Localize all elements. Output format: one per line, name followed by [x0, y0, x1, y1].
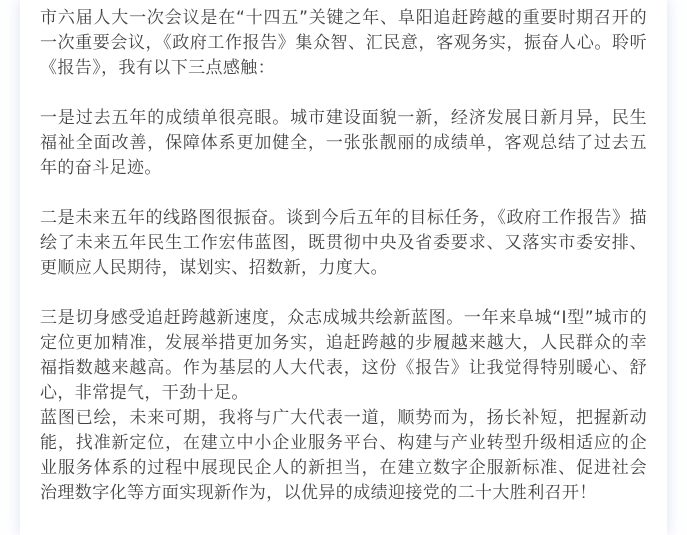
paragraph-point-1: 一是过去五年的成绩单很亮眼。城市建设面貌一新，经济发展日新月异，民生福祉全面改善，保障体系更加健全，一张张靓丽的成绩单，客观总结了过去五年的奋斗足迹。 — [40, 108, 647, 178]
paragraph-point-2: 二是未来五年的线路图很振奋。谈到今后五年的目标任务，《政府工作报告》描绘了未来五年民生工作宏伟蓝图，既贯彻中央及省委要求、又落实市委安排、更顺应人民期待，谋划实、招数新，力度大。 — [40, 208, 647, 278]
article-card — [20, 0, 667, 535]
paragraph-point-3: 三是切身感受追赶跨越新速度，众志成城共绘新蓝图。一年来阜城“I型”城市的定位更加精准，发展举措更加务实，追赶跨越的步履越来越大，人民群众的幸福指数越来越高。作为基层的人大代表，这份《报告》让我觉得特别暖心、舒心，非常提气，干劲十足。 — [40, 308, 647, 403]
paragraph-intro: 市六届人大一次会议是在“十四五”关键之年、阜阳追赶跨越的重要时期召开的一次重要会议，《政府工作报告》集众智、汇民意，客观务实，振奋人心。聆听《报告》，我有以下三点感触： — [40, 8, 647, 78]
paragraph-conclusion: 蓝图已绘，未来可期，我将与广大代表一道，顺势而为，扬长补短，把握新动能，找准新定位，在建立中小企业服务平台、构建与产业转型升级相适应的企业服务体系的过程中展现民企人的新担当，在建立数字企服新标准、促进社会治理数字化等方面实现新作为，以优异的成绩迎接党的二十大胜利召开！ — [40, 408, 647, 503]
